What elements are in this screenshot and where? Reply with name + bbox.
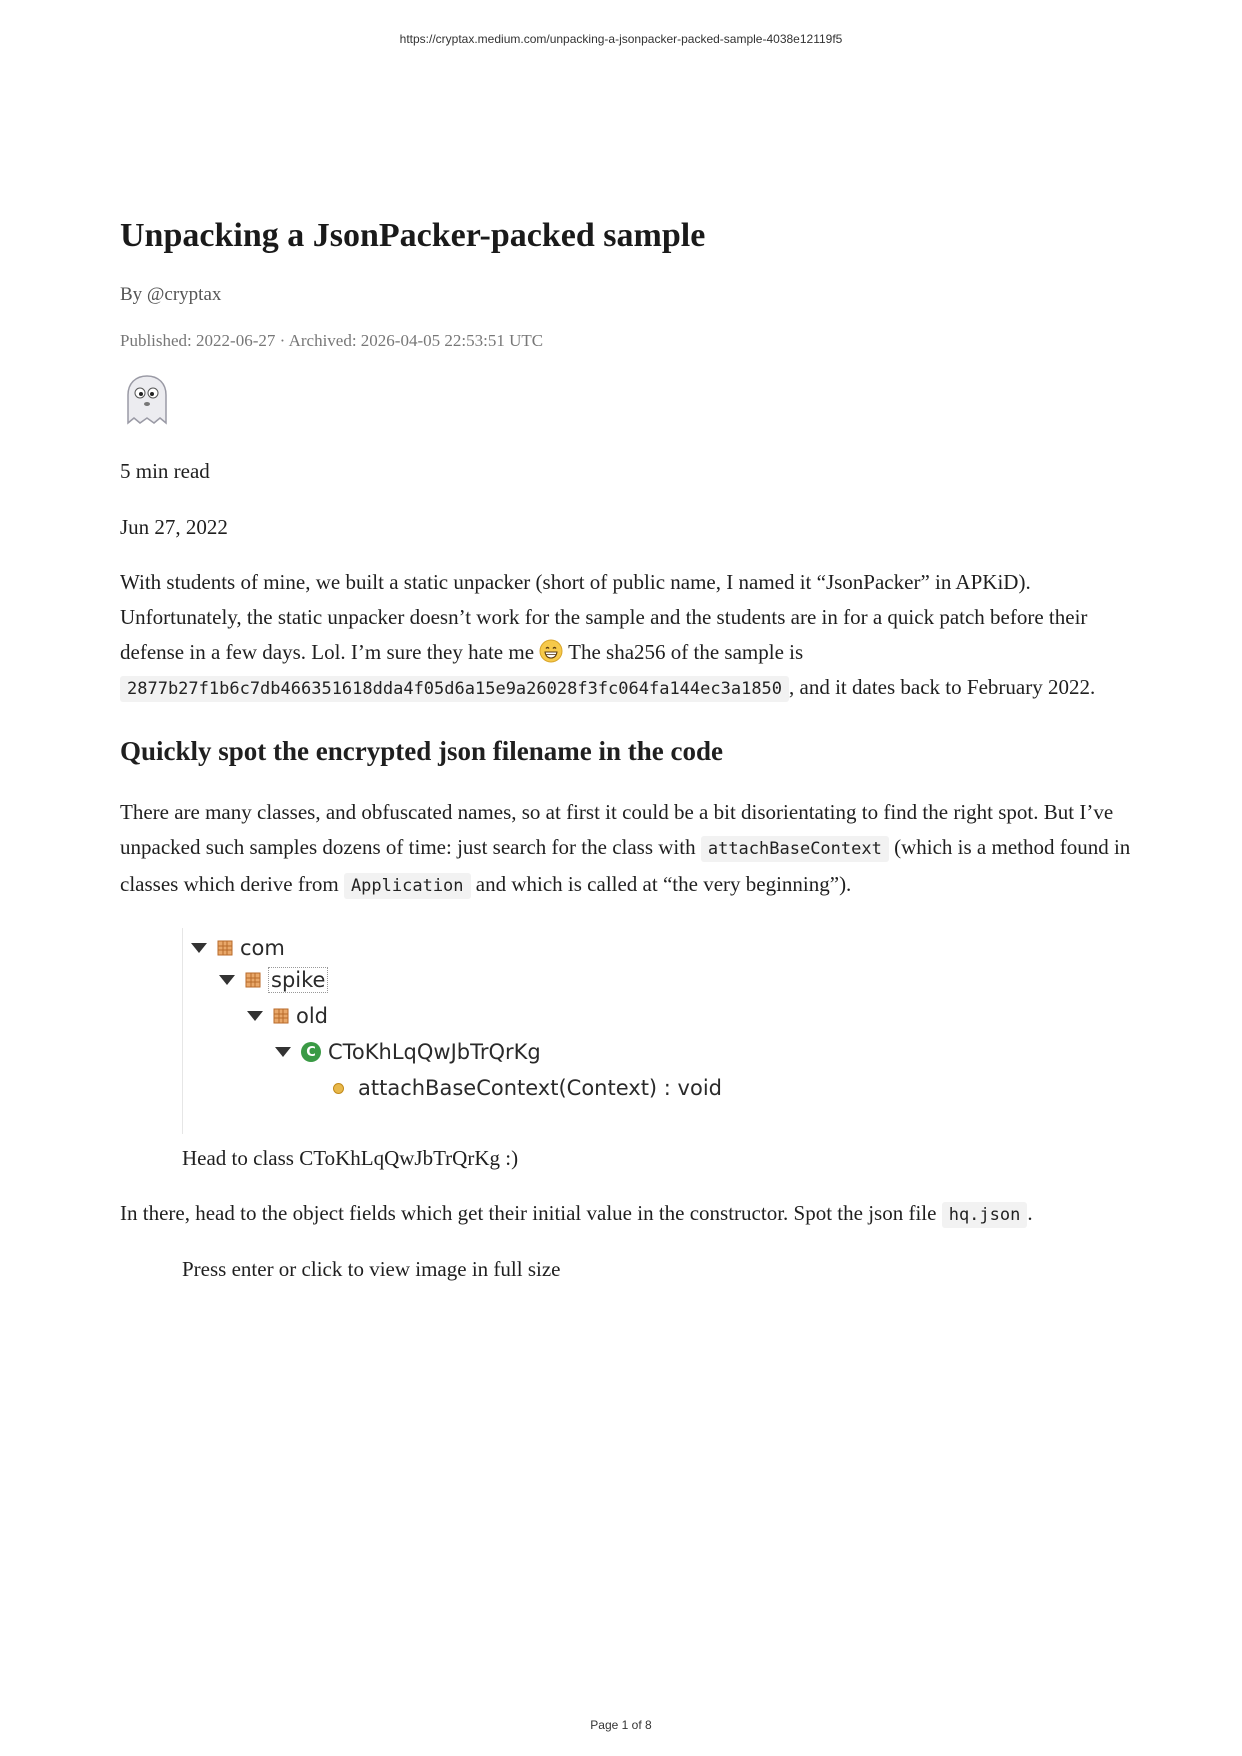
para2-text-b: (which is a method found in classes which derive from	[120, 835, 1131, 896]
tree-node-com	[191, 930, 285, 966]
expand-triangle-icon	[191, 943, 207, 953]
package-icon	[245, 972, 261, 988]
expand-triangle-icon	[247, 1011, 263, 1021]
grinning-face-icon	[539, 639, 563, 663]
tree-node-class	[275, 1034, 541, 1070]
para3-text-a: In there, head to the object fields which get their initial value in the constructor. Spot the json file	[120, 1201, 942, 1225]
byline: By @cryptax	[120, 284, 222, 305]
class-icon: C	[301, 1042, 321, 1062]
intro-text-c: , and it dates back to February 2022.	[789, 675, 1096, 699]
article	[120, 212, 1135, 1283]
para2-text-c: and which is called at “the very beginning”).	[470, 872, 852, 896]
article-title: Unpacking a JsonPacker-packed sample	[120, 217, 706, 254]
ghost-icon	[120, 373, 174, 427]
tree-node-method	[333, 1070, 722, 1106]
full-size-hint[interactable]: Press enter or click to view image in full size	[182, 1257, 561, 1281]
method-icon	[333, 1083, 344, 1094]
para2-text-a: There are many classes, and obfuscated names, so at first it could be a bit disorientating to find the right spot. But I’ve unpacked such samples dozens of time: just search for the class with	[120, 800, 1114, 859]
tree-label: CToKhLqQwJbTrQrKg	[328, 1040, 541, 1064]
tree-node-spike	[219, 962, 328, 998]
class-tree-figure[interactable]	[182, 928, 723, 1134]
intro-paragraph	[120, 565, 1135, 707]
application-code: Application	[344, 873, 471, 899]
classes-paragraph	[120, 795, 1135, 904]
intro-text-a: With students of mine, we built a static unpacker (short of public name, I named it “JsonPacker” in APKiD). Unfortunately, the static unpacker doesn’t work for the sample and the students are in for a quick patch before their defense in a few days. Lol. I’m sure they hate me	[120, 570, 1088, 664]
article-date: Jun 27, 2022	[120, 515, 228, 539]
para3-text-b: .	[1027, 1201, 1033, 1225]
intro-text-b: The sha256 of the sample is	[563, 640, 804, 664]
hq-json-code: hq.json	[942, 1202, 1028, 1228]
tree-label: com	[240, 936, 285, 960]
read-time: 5 min read	[120, 459, 210, 483]
attach-base-context-code: attachBaseContext	[701, 836, 889, 862]
tree-label: attachBaseContext(Context) : void	[358, 1076, 722, 1100]
tree-label: old	[296, 1004, 329, 1028]
page-url: https://cryptax.medium.com/unpacking-a-jsonpacker-packed-sample-4038e12119f5	[399, 32, 843, 46]
page-number: Page 1 of 8	[590, 1718, 652, 1732]
package-icon	[217, 940, 233, 956]
sha256-code: 2877b27f1b6c7db466351618dda4f05d6a15e9a26028f3fc064fa144ec3a1850	[120, 676, 789, 702]
fields-paragraph	[120, 1196, 1135, 1233]
expand-triangle-icon	[219, 975, 235, 985]
figure-caption: Head to class CToKhLqQwJbTrQrKg :)	[182, 1146, 519, 1170]
publish-meta: Published: 2022-06-27 · Archived: 2026-04-05 22:53:51 UTC	[120, 331, 544, 350]
expand-triangle-icon	[275, 1047, 291, 1057]
package-icon	[273, 1008, 289, 1024]
tree-label: spike	[268, 967, 328, 993]
tree-node-old	[247, 998, 328, 1034]
section-heading: Quickly spot the encrypted json filename in the code	[120, 736, 723, 766]
